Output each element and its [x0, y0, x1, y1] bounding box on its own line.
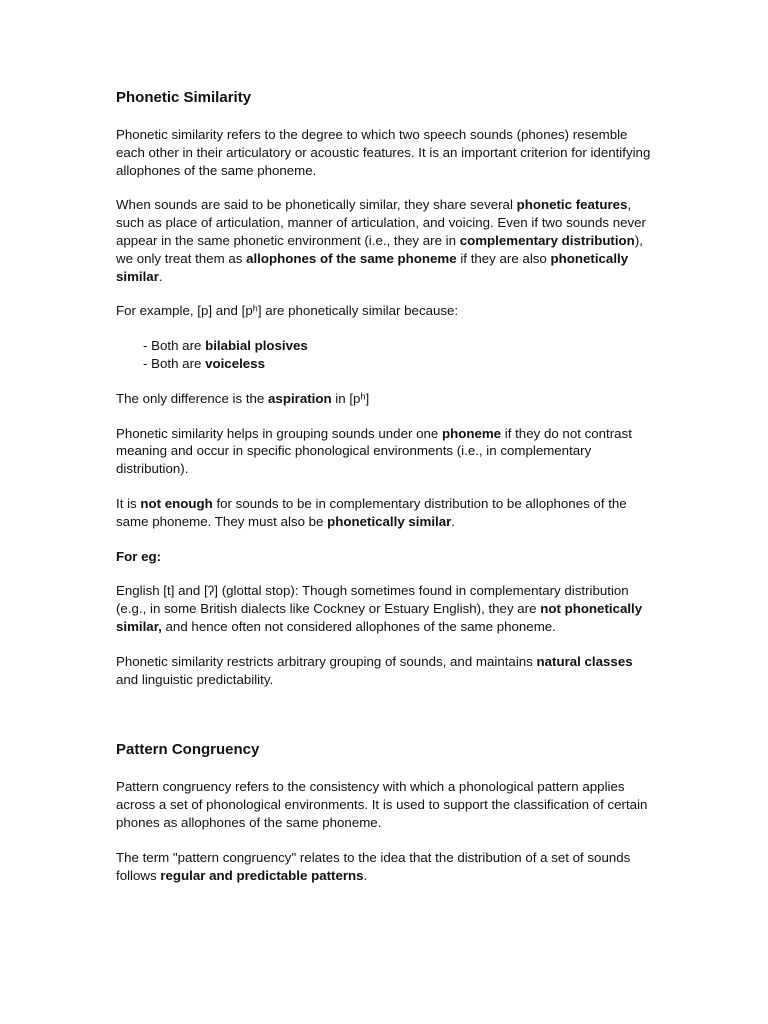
paragraph-for-eg: For eg: [116, 548, 162, 564]
example-bullet-list [116, 337, 658, 373]
paragraph-definition: Phonetic similarity refers to the degree to which two speech sounds (phones) resemble each other in their articulatory or acoustic features. It is an important criterion for identifying allophones of the same phoneme. [116, 127, 651, 178]
paragraph-pattern-term: The term "pattern congruency" relates to the idea that the distribution of a set of sounds follows regular and predictable patterns. [116, 849, 631, 883]
paragraph-aspiration: The only difference is the aspiration in [pʰ] [116, 390, 370, 406]
list-item: - Both are voiceless [143, 355, 265, 371]
paragraph-natural-classes: Phonetic similarity restricts arbitrary grouping of sounds, and maintains natural classes and linguistic predictability. [116, 653, 633, 687]
section-title-pattern-congruency: Pattern Congruency [116, 741, 260, 759]
section-title-phonetic-similarity: Phonetic Similarity [116, 89, 252, 106]
paragraph-pattern-definition: Pattern congruency refers to the consistency with which a phonological pattern applies across a set of phonological environments. It is used to support the classification of certain phones as allophones of the same phoneme. [116, 779, 648, 830]
paragraph-grouping: Phonetic similarity helps in grouping sounds under one phoneme if they do not contrast meaning and occur in specific phonological environments (i.e., in complementary distribution). [116, 425, 632, 477]
paragraph-example-intro: For example, [p] and [pʰ] are phonetically similar because: [116, 303, 459, 319]
paragraph-features: When sounds are said to be phonetically similar, they share several phonetic features, such as place of articulation, manner of articulation, and voicing. Even if two sounds never appear in the same phonetic environment (i.e., they are in complementary distribution), we only treat them as allophones of the same phoneme if they are also phonetically similar. [116, 197, 646, 284]
paragraph-glottal-example: English [t] and [ʔ] (glottal stop): Though sometimes found in complementary distribution (e.g., in some British dialects like Cockney or Estuary English), they are not phonetically similar, and hence often not considered allophones of the same phoneme. [116, 583, 643, 634]
list-item: - Both are bilabial plosives [143, 338, 308, 354]
paragraph-not-enough: It is not enough for sounds to be in complementary distribution to be allophones of the same phoneme. They must also be phonetically similar. [116, 495, 627, 529]
